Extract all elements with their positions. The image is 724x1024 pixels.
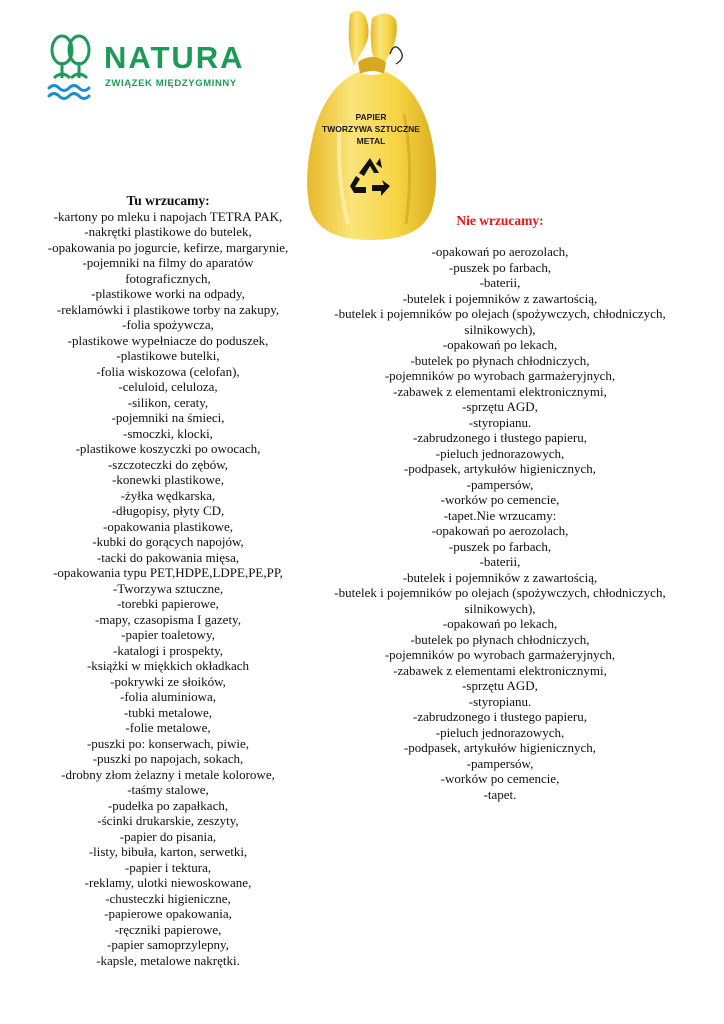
list-item: -tacki do pakowania mięsa,	[96, 549, 240, 565]
list-item: -puszki po: konserwach, piwie,	[86, 735, 250, 751]
list-item: -puszek po farbach,	[448, 259, 552, 275]
list-item: -katalogi i prospekty,	[113, 642, 223, 658]
list-item: -zabawek z elementami elektronicznymi,	[393, 383, 607, 399]
list-item: -worków po cemencie,	[440, 771, 560, 786]
bag-label-metal: METAL	[356, 136, 386, 146]
list-item: -folia wiskozowa (celofan),	[96, 363, 240, 379]
list-item: -tapet.Nie wrzucamy:	[443, 507, 557, 523]
natura-logo	[46, 32, 246, 106]
bag-label-plastic: TWORZYWA SZTUCZNE	[322, 124, 420, 134]
list-item: -pojemniki na śmieci,	[111, 410, 225, 425]
list-item: -reklamówki i plastikowe torby na zakupy,	[56, 301, 280, 317]
list-item: -podpasek, artykułów higienicznych,	[403, 740, 597, 755]
list-item: -pojemników po wyrobach garmażeryjnych,	[384, 368, 616, 383]
list-item: -pieluch jednorazowych,	[435, 724, 565, 740]
list-item: -reklamy, ulotki niewoskowane,	[84, 875, 252, 890]
list-item: fotograficznych,	[125, 270, 211, 286]
list-item: -butelek po płynach chłodniczych,	[410, 352, 590, 368]
list-item: -smoczki, klocki,	[123, 425, 213, 441]
list-item: silnikowych),	[464, 321, 536, 337]
list-item: -plastikowe butelki,	[116, 348, 220, 363]
list-item: -pudełka po zapałkach,	[107, 797, 229, 813]
list-item: -butelek i pojemników z zawartością,	[402, 569, 598, 585]
list-item: -butelek i pojemników z zawartością,	[402, 290, 598, 306]
list-item: -torebki papierowe,	[117, 596, 219, 611]
logo-name: NATURA	[104, 40, 245, 75]
list-item: -styropianu.	[468, 693, 532, 709]
list-item: -pojemników po wyrobach garmażeryjnych,	[384, 647, 616, 662]
list-item: -pokrywki ze słoików,	[110, 673, 226, 689]
rejected-items-section	[318, 213, 682, 802]
list-item: -pampersów,	[466, 755, 534, 771]
list-item: -konewki plastikowe,	[112, 472, 224, 487]
list-item: -opakowania po jogurcie, kefirze, margarynie,	[47, 239, 289, 255]
list-item: -sprzętu AGD,	[462, 678, 538, 693]
list-item: -butelek i pojemników po olejach (spożywczych, chłodniczych,	[334, 585, 666, 600]
list-item: -papier samoprzylepny,	[107, 937, 229, 952]
list-item: -zabrudzonego i tłustego papieru,	[413, 430, 587, 445]
list-item: -pampersów,	[466, 476, 534, 492]
list-item: -folie metalowe,	[125, 720, 211, 735]
accepted-items-list	[20, 209, 316, 969]
list-item: -pojemniki na filmy do aparatów	[82, 255, 254, 270]
list-item: -butelek i pojemników po olejach (spożywczych, chłodniczych,	[334, 306, 666, 321]
bag-label-paper: PAPIER	[355, 112, 387, 122]
list-item: -szczoteczki do zębów,	[107, 456, 229, 472]
list-item: -folia aluminiowa,	[119, 689, 217, 704]
list-item: -zabrudzonego i tłustego papieru,	[413, 709, 587, 724]
list-item: -zabawek z elementami elektronicznymi,	[393, 662, 607, 678]
list-item: -opakowań po aerozolach,	[431, 523, 569, 538]
accepted-items-section	[20, 193, 316, 968]
list-item: -papier do pisania,	[119, 828, 217, 844]
list-item: -opakowań po lekach,	[442, 616, 558, 631]
list-item: -tubki metalowe,	[123, 704, 213, 720]
list-item: -książki w miękkich okładkach	[86, 658, 250, 673]
recycle-icon	[346, 156, 394, 198]
list-item: -worków po cemencie,	[440, 492, 560, 507]
list-item: -plastikowe wypełniacze do poduszek,	[67, 332, 269, 348]
rejected-title: Nie wrzucamy:	[456, 213, 544, 228]
list-item: -puszki po napojach, sokach,	[92, 751, 244, 766]
list-item: -celuloid, celuloza,	[118, 379, 218, 394]
list-item: -pieluch jednorazowych,	[435, 445, 565, 461]
list-item: silnikowych),	[464, 600, 536, 616]
list-item: -baterii,	[479, 554, 521, 569]
list-item: -sprzętu AGD,	[462, 399, 538, 414]
list-item: -ręczniki papierowe,	[114, 921, 222, 937]
list-item: -folia spożywcza,	[122, 317, 214, 332]
list-item: -opakowania plastikowe,	[103, 518, 233, 534]
list-item: -taśmy stalowe,	[127, 782, 209, 797]
list-item: -opakowania typu PET,HDPE,LDPE,PE,PP,	[53, 565, 283, 580]
list-item: -baterii,	[479, 275, 521, 290]
list-item: -papierowe opakowania,	[104, 906, 232, 921]
list-item: -plastikowe koszyczki po owocach,	[75, 441, 261, 456]
list-item: -silikon, ceraty,	[127, 394, 209, 410]
list-item: -kapsle, metalowe nakrętki.	[96, 952, 240, 968]
list-item: -nakrętki plastikowe do butelek,	[84, 224, 252, 239]
list-item: -chusteczki higieniczne,	[105, 890, 231, 906]
logo-subtitle: ZWIĄZEK MIĘDZYGMINNY	[105, 78, 237, 89]
list-item: -drobny złom żelazny i metale kolorowe,	[61, 766, 275, 782]
list-item: -tapet.	[483, 786, 517, 802]
accepted-title: Tu wrzucamy:	[126, 193, 210, 208]
tree-logo-icon	[46, 32, 96, 106]
list-item: -mapy, czasopisma I gazety,	[95, 611, 241, 627]
recycling-bag	[300, 4, 442, 244]
rejected-items-list	[318, 244, 682, 802]
list-item: -styropianu.	[468, 414, 532, 430]
list-item: -Tworzywa sztuczne,	[112, 580, 224, 596]
list-item: -kartony po mleku i napojach TETRA PAK,	[53, 208, 283, 224]
list-item: -listy, bibuła, karton, serwetki,	[88, 844, 248, 859]
list-item: -papier toaletowy,	[121, 627, 215, 642]
list-item: -papier i tektura,	[124, 859, 212, 875]
list-item: -kubki do gorących napojów,	[92, 534, 244, 549]
list-item: -opakowań po aerozolach,	[431, 244, 569, 259]
list-item: -opakowań po lekach,	[442, 337, 558, 352]
list-item: -plastikowe worki na odpady,	[91, 286, 245, 301]
list-item: -ścinki drukarskie, zeszyty,	[97, 813, 239, 828]
list-item: -butelek po płynach chłodniczych,	[410, 631, 590, 647]
list-item: -puszek po farbach,	[448, 538, 552, 554]
list-item: -żyłka wędkarska,	[120, 487, 216, 503]
list-item: -podpasek, artykułów higienicznych,	[403, 461, 597, 476]
list-item: -długopisy, płyty CD,	[111, 503, 225, 518]
